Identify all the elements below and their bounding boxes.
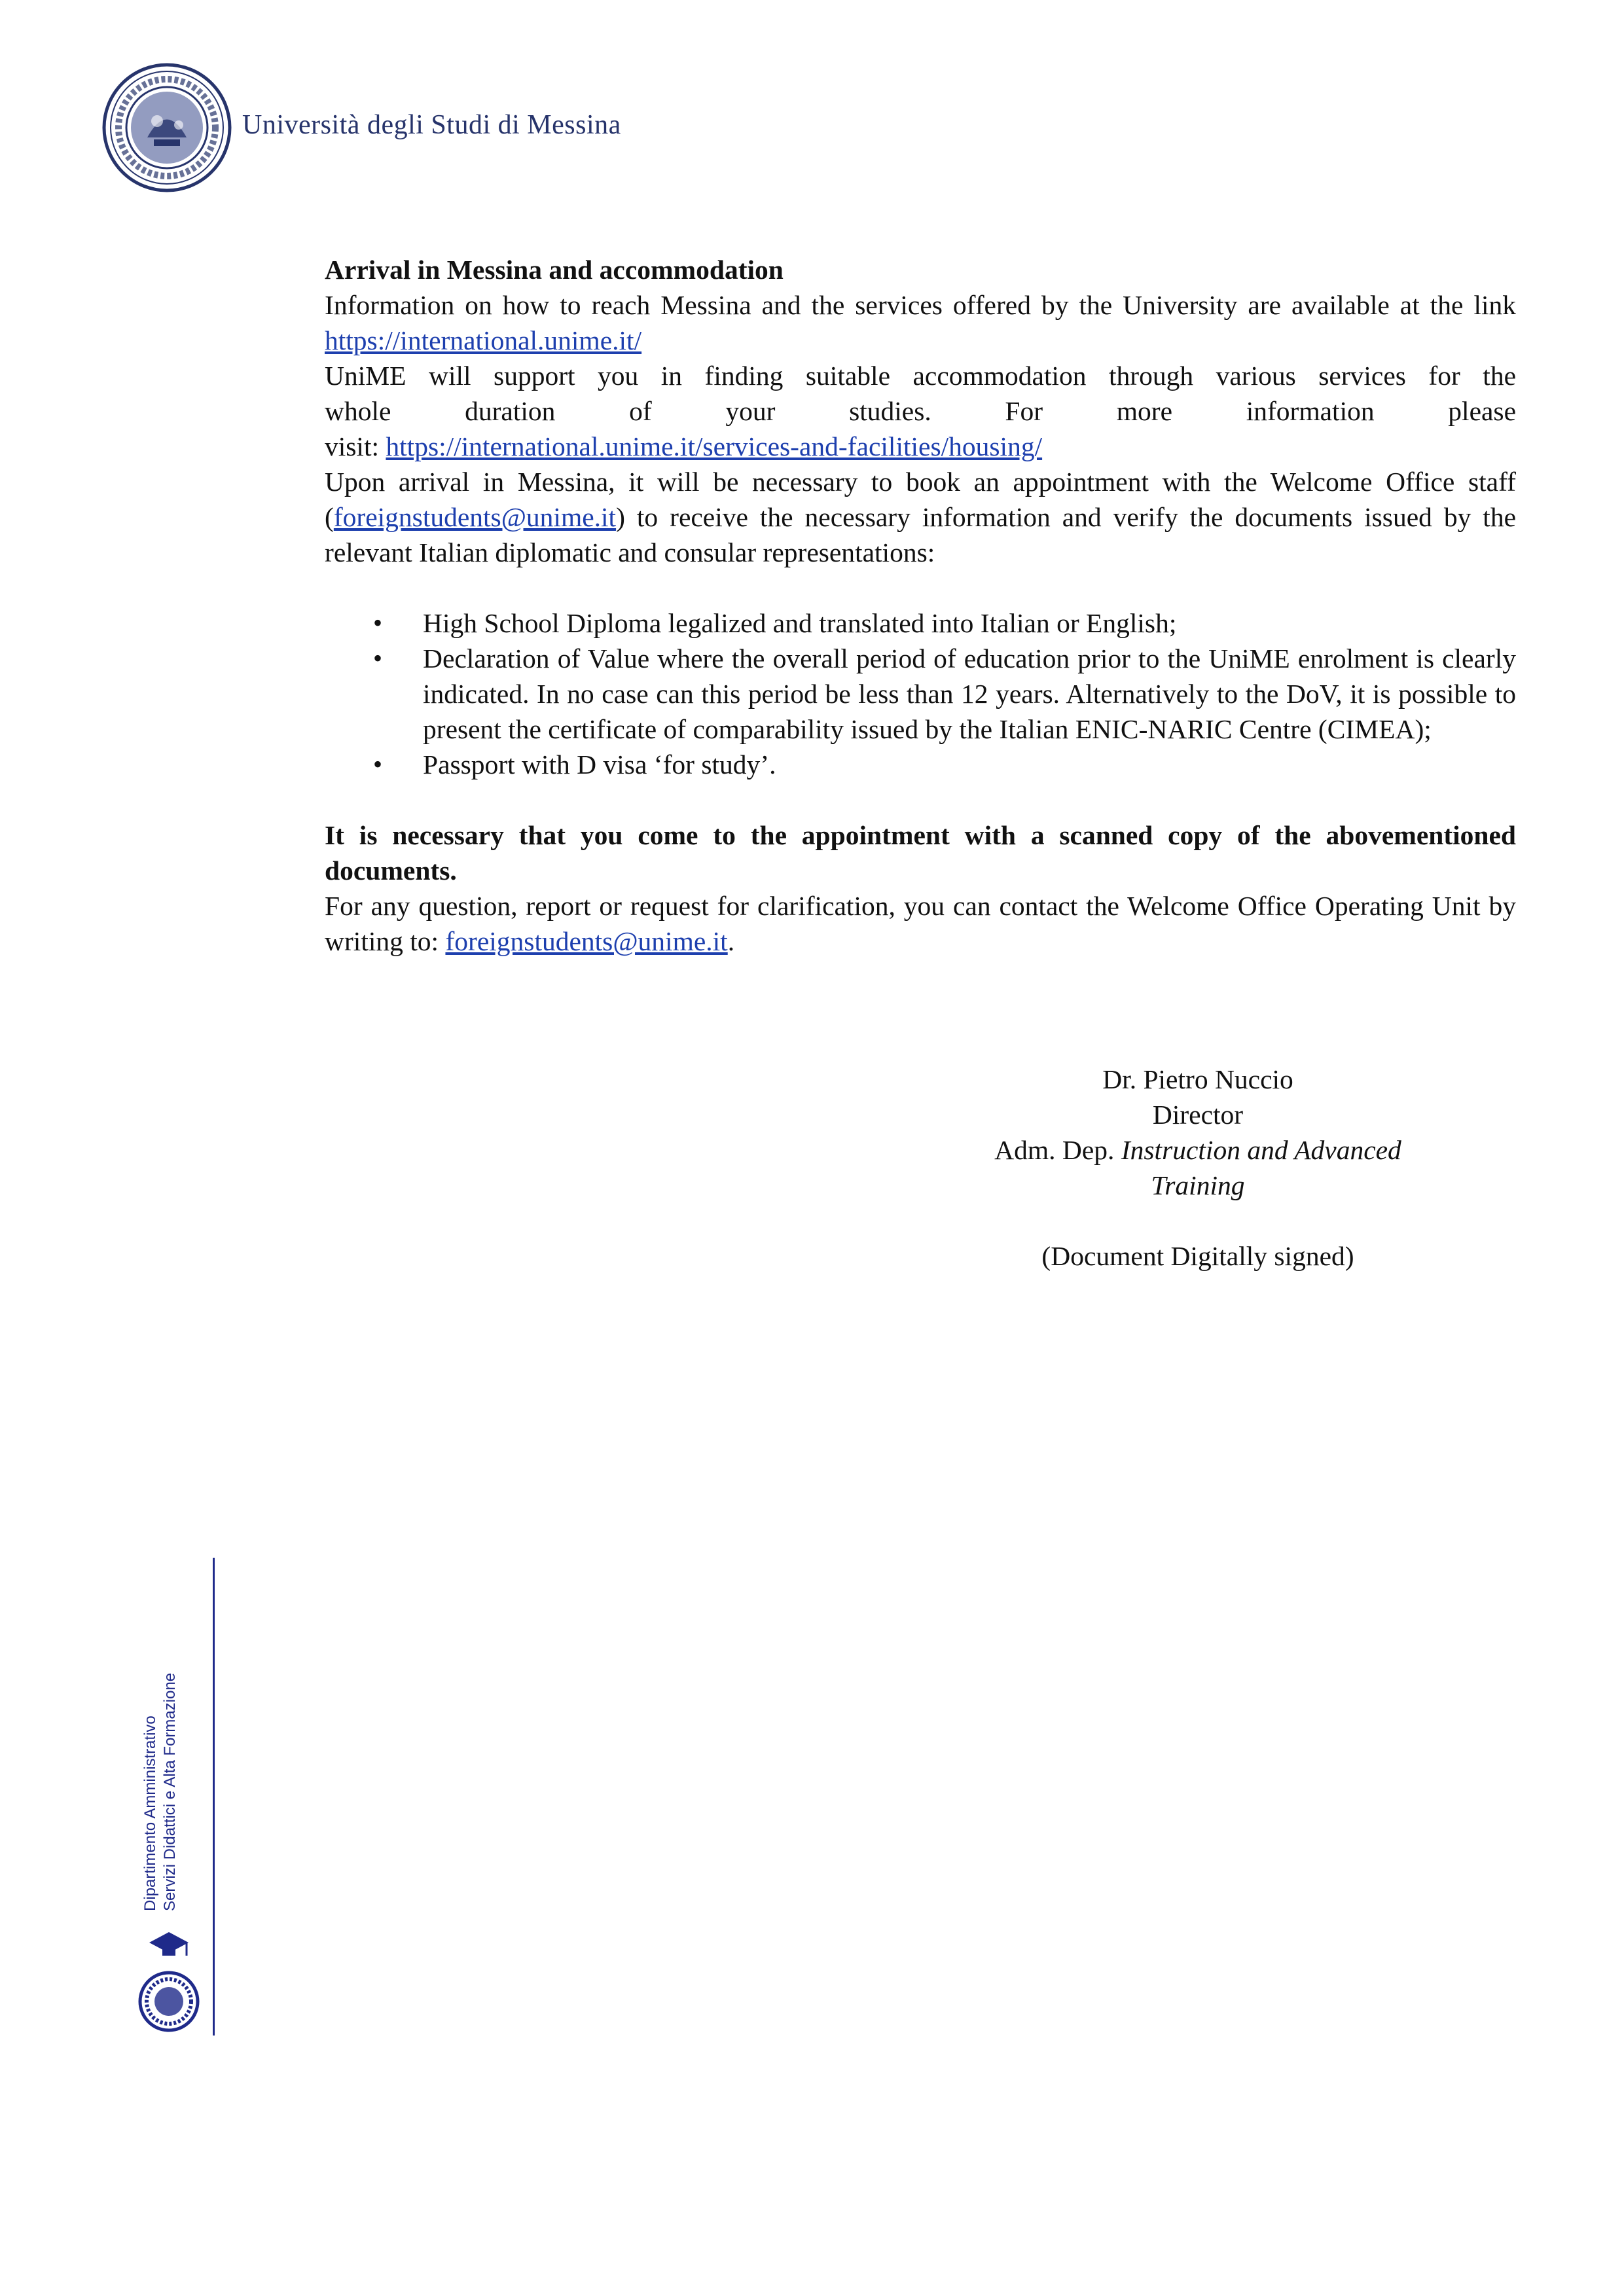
list-item-text: High School Diploma legalized and translated into Italian or English; (423, 608, 1177, 638)
department-label (141, 1571, 180, 1911)
list-item (325, 641, 1516, 747)
notice-bold: It is necessary that you come to the appointment with a scanned copy of the abovementioned documents. (325, 820, 1516, 886)
paragraph-accommodation-line2: whole duration of your studies. For more information please (325, 396, 1516, 426)
document-body (325, 252, 1516, 959)
list-item-text: Declaration of Value where the overall period of education prior to the UniME enrolment is clearly indicated. In no case can this period be less than 12 years. Alternatively to the DoV, it is possible to present the certificate of comparability issued by the Italian ENIC-NARIC Centre (CIMEA); (423, 643, 1516, 744)
signer-name: Dr. Pietro Nuccio (1102, 1064, 1293, 1094)
paragraph-accommodation-visit (325, 429, 1516, 464)
bullet-icon: • (373, 643, 383, 673)
department-name-cont: Training (1151, 1170, 1245, 1200)
documents-list (325, 605, 1516, 782)
university-seal-logo (101, 62, 232, 193)
paragraph-appointment (325, 464, 1516, 570)
signature-block (916, 1062, 1479, 1274)
divider (213, 1558, 215, 2036)
email-link[interactable]: foreignstudents@unime.it (445, 926, 728, 956)
section-title: Arrival in Messina and accommodation (325, 255, 784, 285)
punctuation: . (727, 926, 735, 956)
department-line1: Dipartimento Amministrativo (141, 1715, 159, 1911)
housing-link[interactable]: https://international.unime.it/services-and-facilities/housing/ (386, 431, 1043, 461)
signer-department (916, 1132, 1479, 1168)
list-item-text: Passport with D visa ‘for study’. (423, 749, 776, 780)
digital-signature-note: (Document Digitally signed) (1041, 1241, 1354, 1271)
bullet-icon: • (373, 608, 383, 637)
paragraph-text: ) to receive the necessary information and verify the documents issued by the relevant Italian diplomatic and consular representations: (325, 502, 1516, 567)
department-prefix: Adm. Dep. (994, 1135, 1121, 1165)
paragraph-text: Information on how to reach Messina and the services offered by the University are available at the link (325, 290, 1516, 320)
paragraph-text: Upon arrival in Messina, it will be necessary to book an appointment with the Welcome Office staff ( (325, 467, 1516, 532)
paragraph-text: For any question, report or request for clarification, you can contact the Welcome Office Operating Unit by writing to: (325, 891, 1516, 956)
bullet-icon: • (373, 749, 383, 779)
department-line2: Servizi Didattici e Alta Formazione (161, 1672, 179, 1911)
email-link[interactable]: foreignstudents@unime.it (333, 502, 617, 532)
paragraph-reach-messina (325, 287, 1516, 358)
international-link[interactable]: https://international.unime.it/ (325, 325, 642, 355)
department-name: Instruction and Advanced (1121, 1135, 1401, 1165)
department-sidebar (128, 1558, 226, 2049)
department-seal-icon (133, 1924, 205, 2036)
list-item (325, 747, 1516, 782)
signer-role: Director (1152, 1100, 1244, 1130)
paragraph-contact (325, 888, 1516, 959)
list-item (325, 605, 1516, 641)
visit-label: visit: (325, 431, 386, 461)
university-name: Università degli Studi di Messina (242, 110, 621, 140)
paragraph-accommodation-line1: UniME will support you in finding suitable accommodation through various services for the (325, 361, 1516, 391)
